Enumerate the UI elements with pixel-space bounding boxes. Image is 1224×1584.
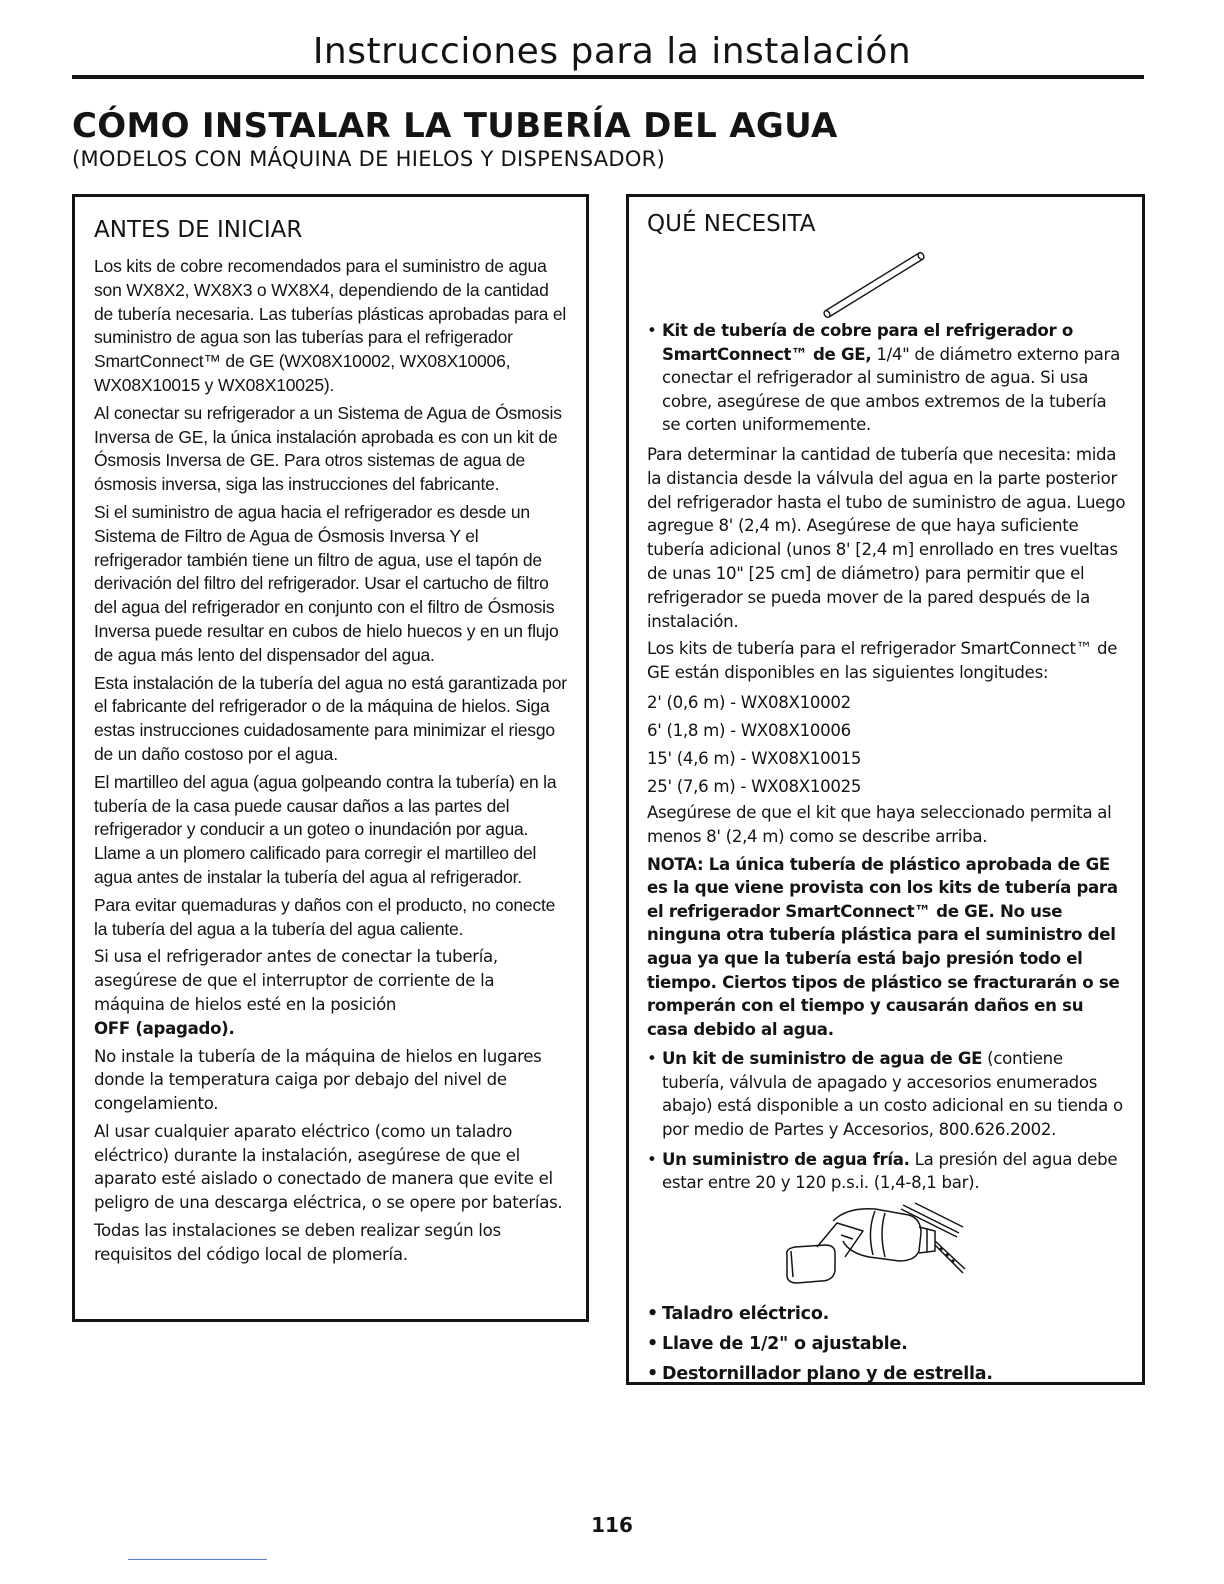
page-header-title: Instrucciones para la instalación bbox=[312, 31, 912, 72]
kit-lengths-list bbox=[647, 689, 1128, 801]
reverse-osmosis-paragraph: Al conectar su refrigerador a un Sistema de Agua de Ósmosis Inversa de GE, la única instalación aprobada es con un kit de Ósmosis Inversa de GE. Para otros sistemas de agua de ósmosis inversa, siga las instrucciones del fabricante. bbox=[94, 402, 562, 495]
off-position-label: OFF (apagado). bbox=[94, 1018, 235, 1038]
measure-paragraph: Para determinar la cantidad de tubería que necesita: mida la distancia desde la válvula del agua en la parte posterior del refrigerador hasta el tubo de suministro de agua. Luego agregue 8' (2,4 m). Asegúrese de que haya suficiente tubería adicional (unos 8' [2,4 m] enrollado en tres vueltas de unas 10" [25 cm] de diámetro) para permitir que el refrigerador se pueda mover de la pared después de la instalación. bbox=[647, 444, 1126, 631]
section-title: CÓMO INSTALAR LA TUBERÍA DEL AGUA bbox=[72, 106, 838, 146]
plastic-tubing-note: NOTA: La única tubería de plástico aprobada de GE es la que viene provista con los kits de tubería para el refrigerador SmartConnect™ de GE. No use ninguna otra tubería plástica para el suministro del agua ya que la tubería está bajo presión todo el tiempo. Ciertos tipos de plástico se fracturarán o se romperán con el tiempo y causarán daños en su casa debido al agua. bbox=[647, 854, 1120, 1039]
water-supply-kit-description: (contiene tubería, válvula de apagado y accesorios enumerados abajo) está disponible a un costo adicional en su tienda o por medio de Partes y Accesorios, 800.626.2002. bbox=[662, 1049, 1123, 1140]
bullet-dot: • bbox=[647, 321, 657, 340]
hot-water-warning-paragraph: Para evitar quemaduras y daños con el producto, no conecte la tubería del agua a la tubería del agua caliente. bbox=[94, 894, 556, 939]
bullet-dot: • bbox=[647, 1303, 658, 1324]
tool-item-label: Llave de 1/2" o ajustable. bbox=[662, 1333, 908, 1354]
filter-bypass-paragraph: Si el suministro de agua hacia el refrigerador es desde un Sistema de Filtro de Agua de Ósmosis Inversa Y el refrigerador también tiene un filtro de agua, use el tapón de derivación del filtro del refrigerador. Usar el cartucho de filtro del agua del refrigerador en conjunto con el filtro de Ósmosis Inversa puede resultar en cubos de hielo huecos y en un flujo de agua más lento del dispensador del agua. bbox=[94, 501, 559, 665]
page-number: 116 bbox=[591, 1513, 633, 1537]
power-drill-icon bbox=[781, 1201, 971, 1297]
cold-water-label: Un suministro de agua fría. bbox=[662, 1149, 910, 1169]
kit-length-item: 6' (1,8 m) - WX08X10006 bbox=[647, 720, 851, 740]
tubing-kit-label: Kit de tubería de cobre para el refrigerador o SmartConnect™ de GE, bbox=[662, 321, 1073, 364]
what-you-need-heading: QUÉ NECESITA bbox=[647, 211, 816, 237]
before-starting-box bbox=[72, 194, 589, 1322]
section-subtitle: (MODELOS CON MÁQUINA DE HIELOS Y DISPENSADOR) bbox=[72, 147, 666, 171]
tool-item-screwdriver bbox=[647, 1359, 1128, 1389]
kit-length-item: 2' (0,6 m) - WX08X10002 bbox=[647, 692, 851, 712]
what-you-need-box bbox=[626, 194, 1145, 1385]
kit-lengths-intro: Los kits de tubería para el refrigerador SmartConnect™ de GE están disponibles en las siguientes longitudes: bbox=[647, 639, 1118, 683]
header-divider bbox=[72, 75, 1144, 79]
kit-length-item: 15' (4,6 m) - WX08X10015 bbox=[647, 748, 862, 768]
electric-safety-paragraph: Al usar cualquier aparato eléctrico (como un taladro eléctrico) durante la instalación, asegúrese de que el aparato esté aislado o conectado de manera que evite el peligro de una descarga eléctrica, o se opere por baterías. bbox=[94, 1121, 563, 1213]
freezing-warning-paragraph: No instale la tubería de la máquina de hielos en lugares donde la temperatura caiga por debajo del nivel de congelamiento. bbox=[94, 1046, 542, 1114]
tubing-illustration bbox=[819, 245, 929, 319]
bullet-dot: • bbox=[647, 1333, 658, 1354]
water-supply-kit-label: Un kit de suministro de agua de GE bbox=[662, 1049, 983, 1069]
cold-water-description: La presión del agua debe estar entre 20 y 120 p.s.i. (1,4-8,1 bar). bbox=[662, 1149, 1118, 1193]
plumbing-code-paragraph: Todas las instalaciones se deben realizar según los requisitos del código local de plomería. bbox=[94, 1221, 501, 1264]
cold-water-item bbox=[647, 1148, 1128, 1195]
bullet-dot: • bbox=[647, 1049, 657, 1069]
tubing-kit-item bbox=[647, 319, 1128, 437]
tool-item-wrench bbox=[647, 1329, 1128, 1359]
water-supply-kit-item bbox=[647, 1047, 1128, 1141]
bottom-link-underline bbox=[128, 1559, 267, 1560]
warranty-paragraph: Esta instalación de la tubería del agua no está garantizada por el fabricante del refrigerador o de la máquina de hielos. Siga estas instrucciones cuidadosamente para minimizar el riesgo de un daño costoso por el agua. bbox=[94, 672, 567, 764]
tubing-kit-description: 1/4" de diámetro externo para conectar el refrigerador al suministro de agua. Si usa cobre, asegúrese de que ambos extremos de la tubería se corten uniformemente. bbox=[662, 344, 1120, 435]
icemaker-switch-paragraph bbox=[94, 945, 568, 1040]
bullet-dot: • bbox=[647, 1363, 658, 1384]
before-starting-heading: ANTES DE INICIAR bbox=[94, 217, 303, 243]
tool-item-label: Taladro eléctrico. bbox=[662, 1303, 830, 1324]
copper-kits-paragraph: Los kits de cobre recomendados para el suministro de agua son WX8X2, WX8X3 o WX8X4, dependiendo de la cantidad de tubería necesaria. Las tuberías plásticas aprobadas para el suministro de agua son las tuberías para el refrigerador SmartConnect™ de GE (WX08X10002, WX08X10006, WX08X10015 y WX08X10025). bbox=[94, 256, 567, 395]
bullet-dot: • bbox=[647, 1149, 657, 1169]
tool-item-drill bbox=[647, 1299, 1128, 1329]
icemaker-switch-text: Si usa el refrigerador antes de conectar la tubería, asegúrese de que el interruptor de corriente de la máquina de hielos esté en la posición bbox=[94, 947, 498, 1014]
water-hammer-paragraph: El martilleo del agua (agua golpeando contra la tubería) en la tubería de la casa puede causar daños a las partes del refrigerador y conducir a un goteo o inundación por agua. Llame a un plomero calificado para corregir el martilleo del agua antes de instalar la tubería del agua al refrigerador. bbox=[94, 771, 557, 887]
kit-length-item: 25' (7,6 m) - WX08X10025 bbox=[647, 776, 862, 796]
tool-item-label: Destornillador plano y de estrella. bbox=[662, 1363, 993, 1384]
kit-selection-paragraph: Asegúrese de que el kit que haya seleccionado permita al menos 8' (2,4 m) como se describe arriba. bbox=[647, 802, 1112, 846]
